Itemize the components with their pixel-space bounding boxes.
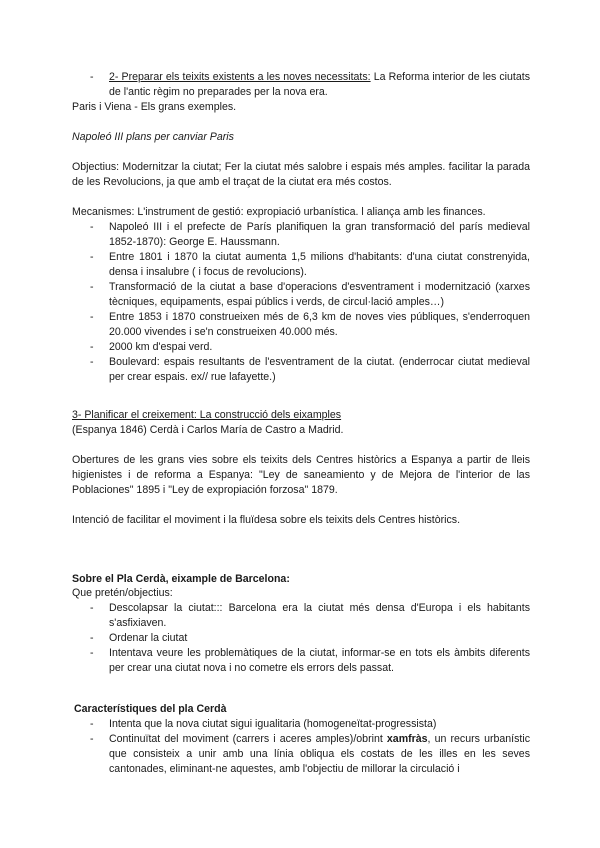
napoleon-heading: Napoleó III plans per canviar Paris [72,131,234,143]
list-item: - Boulevard: espais resultants de l'esventrament de la ciutat. (enderrocar ciutat medieval per crear espais. ex// rue lafayette.) [90,356,530,383]
openings-paragraph: Obertures de les grans vies sobre els teixits dels Centres històrics a Espanya a partir de lleis higienistes i de reforma a Espanya: "Ley de saneamiento y de Mejora de l'interior de las Poblaciones" 1895 i "Ley de expropiación forzosa" 1879. [72,454,530,496]
intention-paragraph: Intenció de facilitar el moviment i la fluïdesa sobre els teixits dels Centres històrics. [72,514,461,526]
cerda-goals-list [72,601,530,676]
list-item: - 2000 km d'espai verd. [90,341,213,353]
cerda-subtitle: Que pretén/objectius: [72,587,173,599]
features-list [72,717,530,777]
list-item: - Napoleó III i el prefecte de París planifiquen la gran transformació del parís medieval 1852-1870): George E. Haussmann. [90,221,530,248]
features-heading: Característiques del pla Cerdà [74,703,227,715]
list-item: - Ordenar la ciutat [90,632,188,644]
paris-vienna: Paris i Viena - Els grans exemples. [72,101,237,113]
list-item: - 2- Preparar els teixits existents a les noves necessitats: La Reforma interior de les ciutats de l'antic règim no preparades per la nova era. [90,71,530,98]
list-item: - Intentava veure les problemàtiques de la ciutat, informar-se en tots els àmbits diferents per crear una ciutat nova i no cometre els errors dels passat. [90,647,530,674]
bold-term: xamfràs [386,733,428,745]
list-item: - Intenta que la nova ciutat sigui igualitaria (homogeneïtat-progressista) [90,718,437,730]
list-item: - Entre 1853 i 1870 construeixen més de 6,3 km de noves vies públiques, s'enderroquen 20.000 vivendes i se'n construeixen 40.000 més. [90,311,530,338]
list-item: - Transformació de la ciutat a base d'operacions d'esventrament i modernització (xarxes tècniques, equipaments, espai públics i verds, de circul·lació amples…) [90,281,530,308]
section3-subtitle: (Espanya 1846) Cerdà i Carlos María de Castro a Madrid. [72,424,344,436]
cerda-heading: Sobre el Pla Cerdà, eixample de Barcelona: [72,573,290,585]
underlined-heading: 2- Preparar els teixits existents a les noves necessitats: [109,71,371,83]
section3-heading: 3- Planificar el creixement: La construcció dels eixamples [72,409,342,421]
list-item: - Descolapsar la ciutat::: Barcelona era la ciutat més densa d'Europa i els habitants s'asfixiaven. [90,602,530,629]
objectives-paragraph: Objectius: Modernitzar la ciutat; Fer la ciutat més salobre i espais més amples. facilitar la parada de les Revolucions, ja que amb el traçat de la ciutat era més costos. [72,161,530,188]
list-item: - Entre 1801 i 1870 la ciutat aumenta 1,5 milions d'habitants: d'una ciutat constrenyida, densa i insalubre ( i focus de revolucions). [90,251,530,278]
mechanisms-intro: Mecanismes: L'instrument de gestió: expropiació urbanística. l aliança amb les finances. [72,206,486,218]
list-item: - Continuïtat del moviment (carrers i aceres amples)/obrint xamfràs, un recurs urbanístic que consisteix a unir amb una línia obliqua els costats de les illes en les seves cantonades, eliminant-ne aquestes, amb l'objectiu de millorar la circulació i [90,733,530,775]
top-list [72,70,530,100]
mechanisms-list [72,220,530,385]
